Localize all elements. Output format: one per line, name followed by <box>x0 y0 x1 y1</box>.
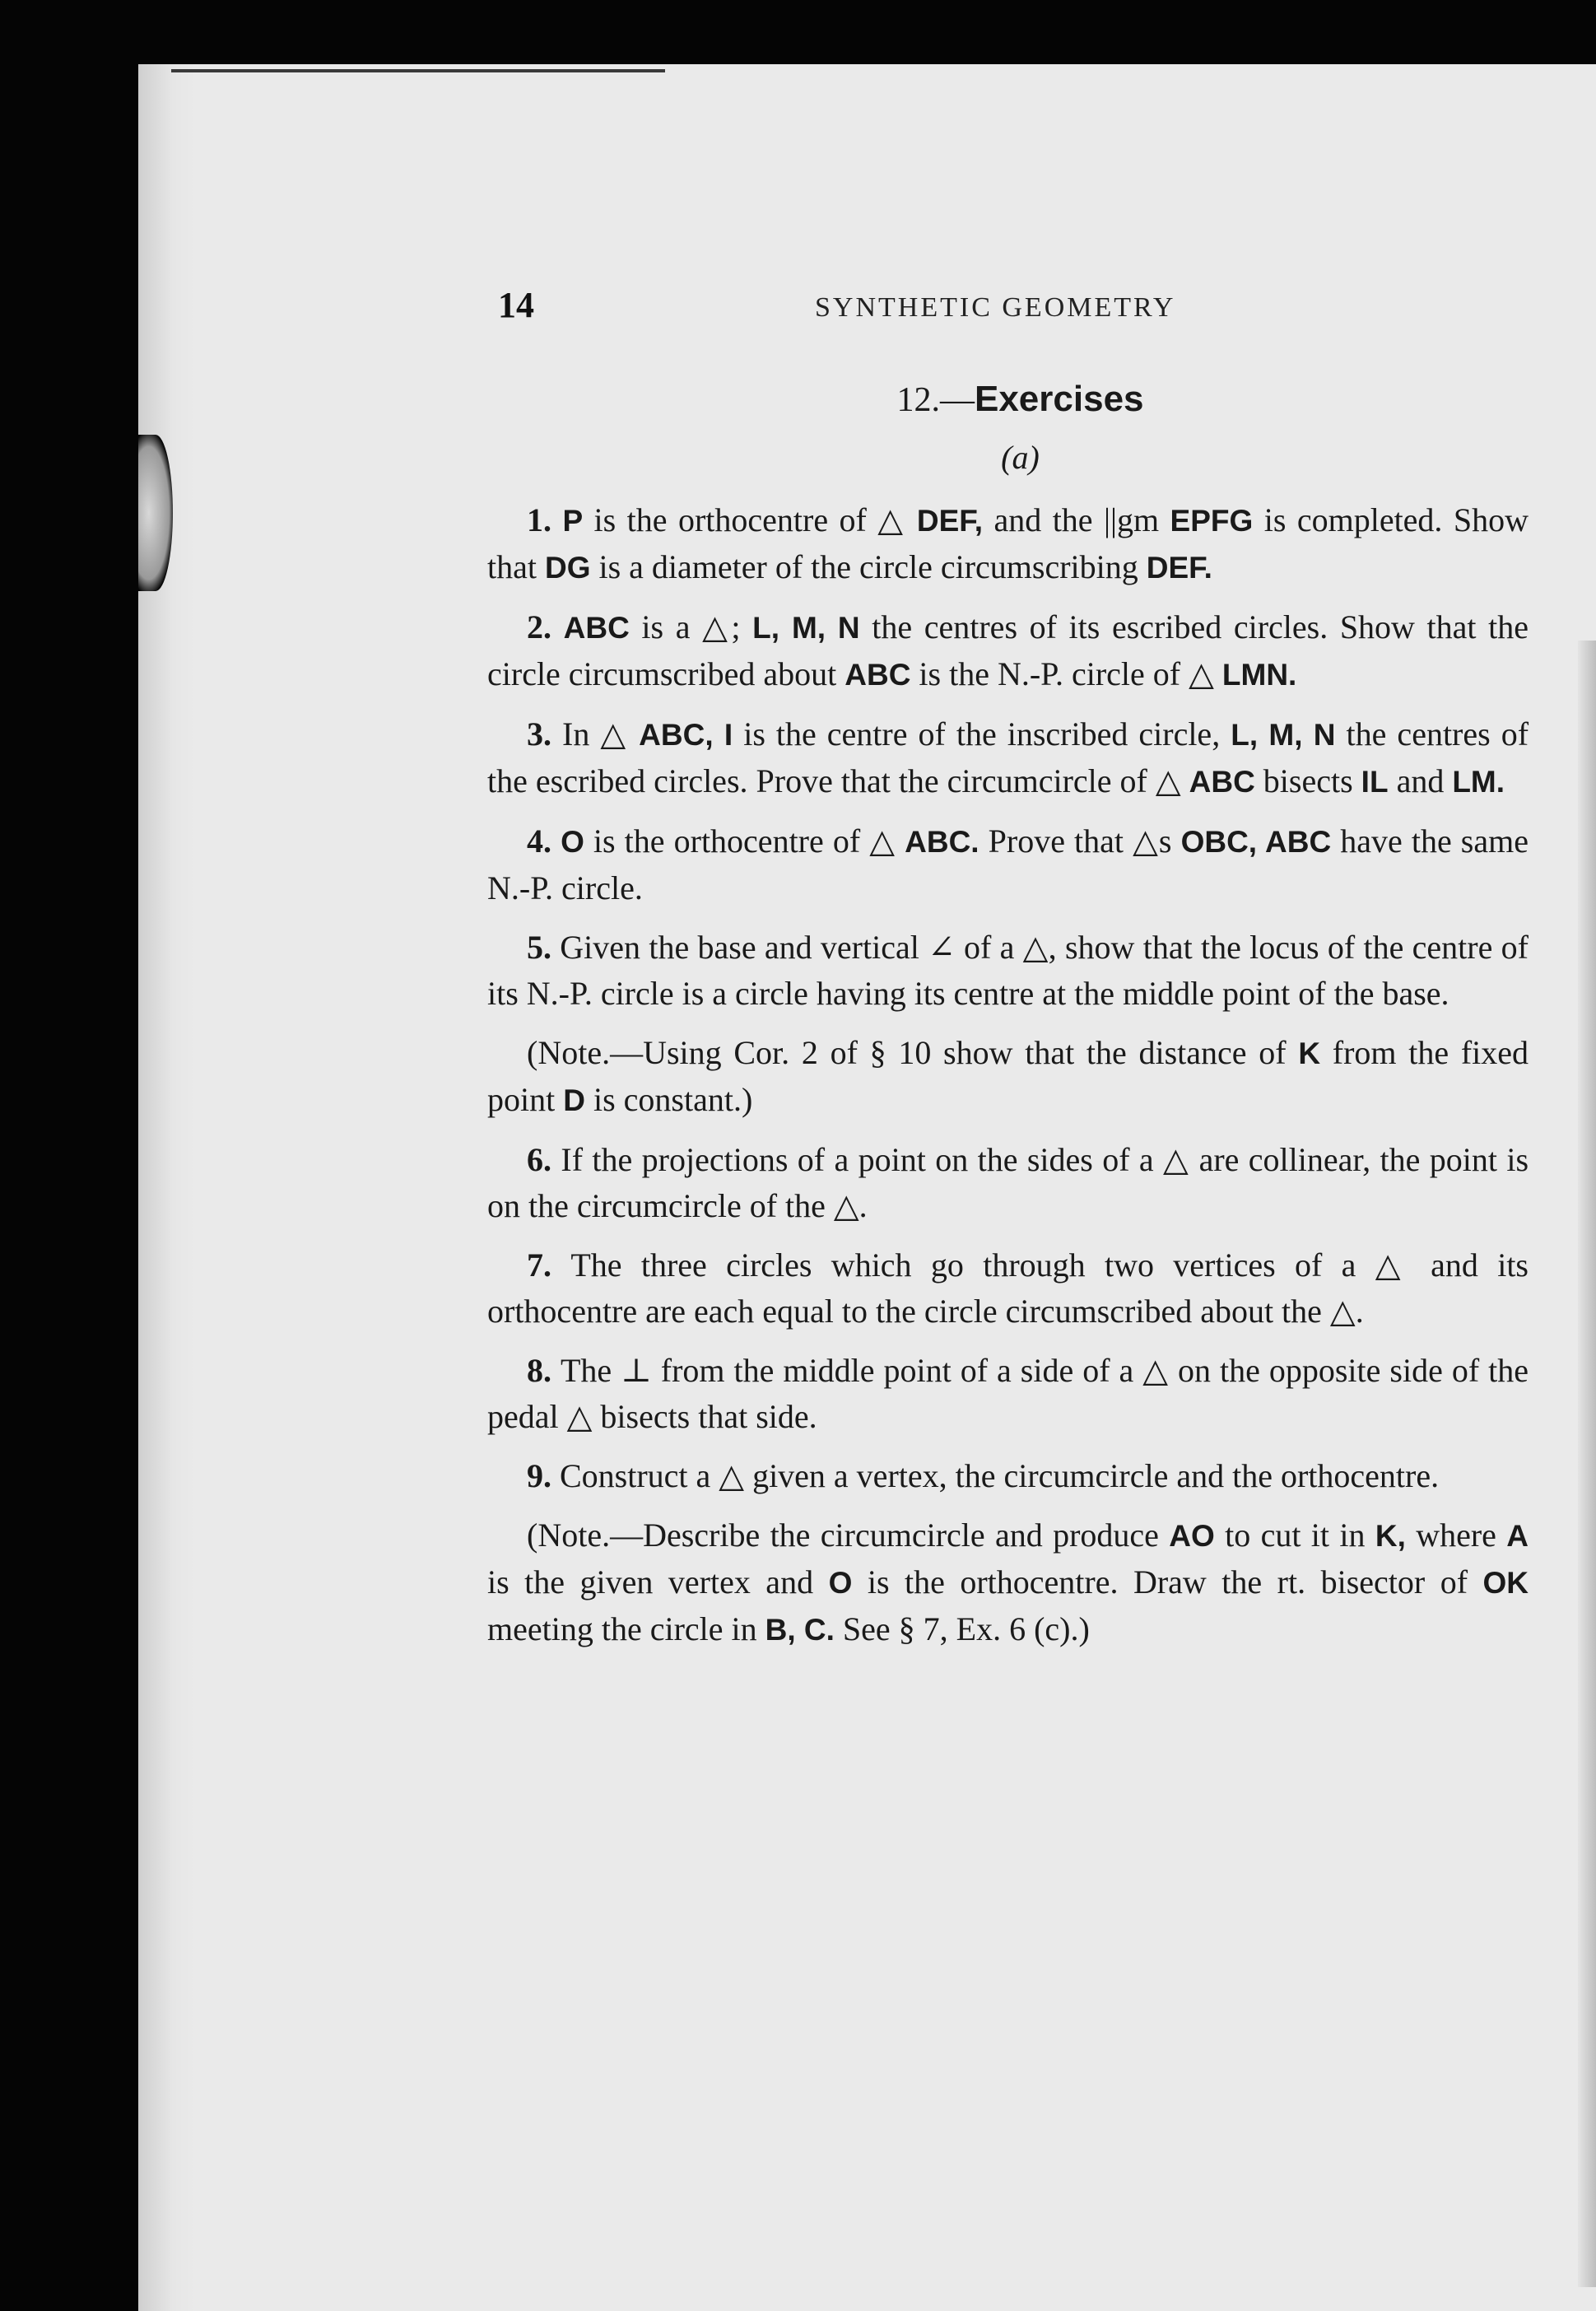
section-dash: — <box>939 381 975 419</box>
point-label: B, C. <box>765 1613 835 1647</box>
running-title: SYNTHETIC GEOMETRY <box>815 292 1176 323</box>
page-top-rule <box>171 69 665 72</box>
exercise-item <box>487 497 1529 591</box>
exercise-text: The three circles which go through two vertices of a △ and its orthocentre are each equal to the circle circumscribed about the △. <box>487 1246 1529 1330</box>
exercise-number: 4. <box>527 822 561 860</box>
point-label: P <box>562 504 584 538</box>
exercise-number: 5. <box>527 929 561 966</box>
point-label: AO <box>1169 1519 1215 1553</box>
exercise-item <box>487 1137 1529 1229</box>
point-label: O <box>828 1566 853 1600</box>
binding-mark <box>138 435 173 591</box>
exercise-text: where <box>1405 1517 1507 1554</box>
exercise-text: is a diameter of the circle circumscribing <box>590 548 1147 585</box>
exercise-number: 9. <box>527 1457 560 1494</box>
exercise-text: Prove that △s <box>979 822 1181 860</box>
exercise-text: is the orthocentre. Draw the rt. bisector of <box>852 1563 1483 1600</box>
page-right-edge <box>1578 641 1596 2287</box>
exercise-text: (Note.—Describe the circumcircle and produce <box>527 1517 1170 1554</box>
point-label: O <box>561 825 584 859</box>
exercise-content <box>487 375 1529 1666</box>
point-label: DEF, <box>916 504 984 538</box>
point-label: ABC, I <box>639 718 733 752</box>
exercise-text: Construct a △ given a vertex, the circumcircle and the orthocentre. <box>560 1457 1440 1494</box>
exercise-note <box>487 1512 1529 1653</box>
exercise-item <box>487 818 1529 911</box>
exercise-text: and the ||gm <box>983 501 1170 538</box>
exercise-text: have the same N.-P. circle. <box>487 822 1529 906</box>
exercise-note <box>487 1030 1529 1124</box>
exercise-text: the centres of its escribed circles. Show that the circle circumscribed about <box>487 608 1529 692</box>
point-label: OK <box>1482 1566 1529 1600</box>
exercise-text: bisects <box>1254 762 1361 799</box>
point-label: D <box>563 1083 585 1117</box>
exercise-list <box>487 497 1529 1653</box>
page-number: 14 <box>498 285 534 325</box>
exercise-number: 1. <box>527 501 563 538</box>
exercise-text: and <box>1388 762 1453 799</box>
point-label: EPFG <box>1170 504 1254 538</box>
exercise-text: The ⊥ from the middle point of a side of a △ on the opposite side of the pedal △ bisects that side. <box>487 1352 1529 1435</box>
exercise-item <box>487 711 1529 805</box>
point-label: K <box>1298 1037 1321 1070</box>
exercise-item <box>487 1453 1529 1499</box>
exercise-text: (Note.—Using Cor. 2 of § 10 show that the distance of <box>527 1034 1299 1071</box>
exercise-text: is the given vertex and <box>487 1563 829 1600</box>
exercise-text: the centres of the escribed circles. Prove that the circumcircle of △ <box>487 715 1529 799</box>
exercise-text: is the orthocentre of △ <box>583 501 917 538</box>
exercise-text: is completed. Show that <box>487 501 1529 585</box>
exercise-text: is constant.) <box>584 1081 753 1118</box>
exercise-number: 8. <box>527 1352 561 1389</box>
point-label: ABC. <box>905 825 979 859</box>
point-label: LM. <box>1452 765 1505 799</box>
exercise-number: 3. <box>527 715 563 752</box>
exercise-number: 7. <box>527 1246 571 1284</box>
point-label: L, M, N <box>1231 718 1336 752</box>
exercise-text: In △ <box>562 715 640 752</box>
section-title: Exercises <box>974 379 1144 419</box>
section-subheading: (a) <box>1001 439 1040 476</box>
exercise-text: Given the base and vertical ∠ of a △, show that the locus of the centre of its N.-P. circle is a circle having its centre at the middle point of the base. <box>487 929 1529 1012</box>
point-label: DEF. <box>1146 551 1212 585</box>
exercise-text: is the centre of the inscribed circle, <box>733 715 1231 752</box>
exercise-number: 6. <box>527 1141 561 1178</box>
exercise-text: is the orthocentre of △ <box>584 822 905 860</box>
exercise-number: 2. <box>527 608 564 645</box>
point-label: L, M, N <box>752 611 860 645</box>
section-number: 12. <box>896 381 940 419</box>
exercise-item <box>487 1348 1529 1440</box>
exercise-item <box>487 604 1529 698</box>
exercise-text: See § 7, Ex. 6 (c).) <box>834 1610 1090 1647</box>
exercise-text: is a △; <box>629 608 753 645</box>
point-label: OBC, ABC <box>1180 825 1332 859</box>
exercise-text: If the projections of a point on the sides of a △ are collinear, the point is on the circumcircle of the △. <box>487 1141 1529 1224</box>
exercise-item <box>487 925 1529 1017</box>
exercise-item <box>487 1242 1529 1335</box>
point-label: IL <box>1361 765 1389 799</box>
point-label: K, <box>1375 1519 1406 1553</box>
exercise-text: is the N.-P. circle of △ <box>910 655 1222 692</box>
point-label: A <box>1506 1519 1529 1553</box>
point-label: ABC <box>563 611 630 645</box>
point-label: ABC <box>845 658 911 692</box>
exercise-text: from the fixed point <box>487 1034 1529 1118</box>
section-heading <box>512 375 1529 425</box>
exercise-text: meeting the circle in <box>487 1610 765 1647</box>
running-header <box>0 284 1596 325</box>
point-label: ABC <box>1189 765 1255 799</box>
page-gutter-shadow <box>138 64 196 2311</box>
exercise-text: to cut it in <box>1214 1517 1375 1554</box>
point-label: DG <box>544 551 591 585</box>
point-label: LMN. <box>1221 658 1297 692</box>
